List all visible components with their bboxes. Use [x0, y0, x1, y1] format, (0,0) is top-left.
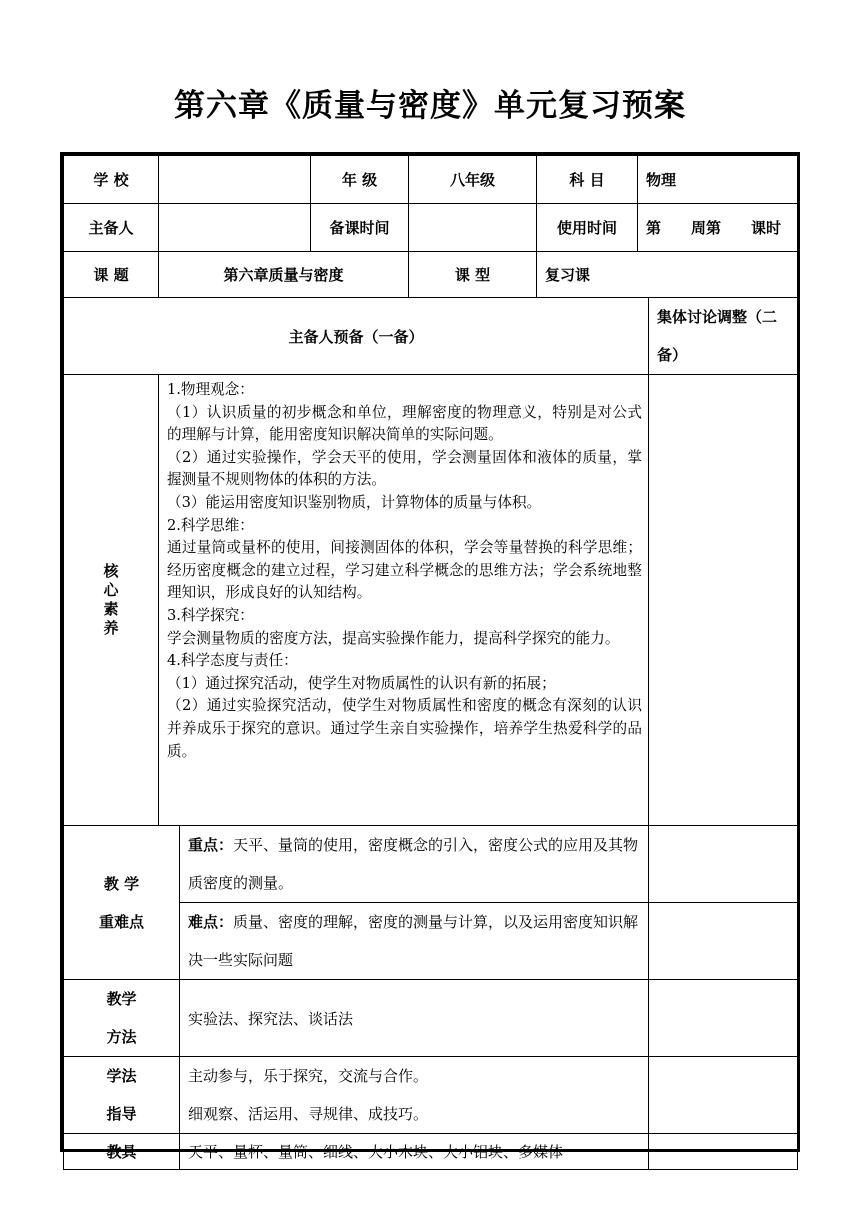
group-adjust-header: 集体讨论调整（二备）: [649, 298, 798, 375]
core-line: 学会测量物质的密度方法，提高实验操作能力，提高科学探究的能力。: [167, 629, 620, 647]
topic-label: 课 题: [64, 252, 159, 298]
guide-line2: 细观察、活运用、寻规律、成技巧。: [188, 1105, 429, 1123]
table-row: [64, 252, 798, 298]
core-line: 4.科学态度与责任：: [167, 652, 298, 670]
subject-label: 科 目: [537, 156, 638, 204]
prep-time-value: [409, 204, 537, 252]
core-line: 3.科学探究：: [167, 606, 254, 624]
method-label-line1: 教学: [106, 990, 137, 1008]
core-line: 2.科学思维：: [167, 516, 254, 534]
main-prep-header: 主备人预备（一备）: [64, 298, 649, 375]
table-row: [64, 1134, 798, 1170]
grade-label: 年 级: [311, 156, 409, 204]
focus-adjust-cell: [649, 826, 798, 903]
focus-cell: [180, 826, 649, 903]
core-line: （1）通过探究活动，使学生对物质属性的认识有新的拓展；: [167, 674, 556, 692]
use-time-label: 使用时间: [537, 204, 638, 252]
guide-line1: 主动参与，乐于探究，交流与合作。: [188, 1067, 429, 1085]
table-row: [64, 375, 798, 826]
core-adjust-cell: [649, 375, 798, 826]
core-line: （2）通过实验操作，学会天平的使用，学会测量固体和液体的质量，掌握测量不规则物体的体积的方法。: [167, 448, 642, 489]
core-literacy-content: [159, 375, 649, 826]
core-label-char: 核: [103, 562, 119, 580]
core-line: 通过量筒或量杯的使用，间接测固体的体积，学会等量替换的科学思维；经历密度概念的建立过程，学习建立科学概念的思维方法；学会系统地整理知识，形成良好的认知结构。: [167, 539, 642, 602]
key-label-line1: 教 学: [103, 874, 140, 893]
use-time-value: 第 周第 课时: [638, 204, 798, 252]
grade-value: 八年级: [409, 156, 537, 204]
core-label-char: 心: [103, 581, 119, 599]
school-label: 学 校: [64, 156, 159, 204]
guide-label: [64, 1057, 180, 1134]
core-line: 1.物理观念：: [167, 381, 254, 398]
focus-label: 重点：: [188, 836, 234, 854]
method-label: [64, 980, 180, 1057]
lesson-plan-table: [63, 155, 798, 1170]
guide-label-line1: 学法: [106, 1067, 137, 1085]
guide-label-line2: 指导: [106, 1105, 137, 1123]
core-line: （2）通过实验探究活动，使学生对物质属性和密度的概念有深刻的认识并养成乐于探究的意识。通过学生亲自实验操作，培养学生热爱科学的品质。: [167, 697, 642, 760]
key-label-line2: 重难点: [98, 912, 144, 931]
method-label-line2: 方法: [106, 1028, 137, 1046]
document-title: 第六章《质量与密度》单元复习预案: [174, 88, 686, 124]
method-adjust-cell: [649, 980, 798, 1057]
table-row: [64, 826, 798, 903]
type-label: 课 型: [409, 252, 537, 298]
tools-adjust-cell: [649, 1134, 798, 1170]
prep-time-label: 备课时间: [311, 204, 409, 252]
table-row: [64, 156, 798, 204]
core-line: （1）认识质量的初步概念和单位，理解密度的物理意义，特别是对公式的理解与计算，能用密度知识解决简单的实际问题。: [167, 403, 642, 444]
preparer-value: [159, 204, 311, 252]
guide-value: [180, 1057, 649, 1134]
core-label-char: 素: [103, 600, 119, 618]
key-points-label: [64, 826, 180, 980]
guide-adjust-cell: [649, 1057, 798, 1134]
type-value: 复习课: [537, 252, 798, 298]
core-literacy-label: [64, 375, 159, 826]
table-row: [64, 980, 798, 1057]
preparer-label: 主备人: [64, 204, 159, 252]
school-value: [159, 156, 311, 204]
difficulty-cell: [180, 903, 649, 980]
difficulty-text: 质量、密度的理解，密度的测量与计算，以及运用密度知识解决一些实际问题: [188, 913, 639, 969]
method-value: 实验法、探究法、谈话法: [180, 980, 649, 1057]
focus-text: 天平、量筒的使用，密度概念的引入，密度公式的应用及其物质密度的测量。: [188, 836, 639, 892]
difficulty-adjust-cell: [649, 903, 798, 980]
core-line: （3）能运用密度知识鉴别物质，计算物体的质量与体积。: [167, 493, 542, 511]
table-row: [64, 204, 798, 252]
subject-value: 物理: [638, 156, 798, 204]
topic-value: 第六章质量与密度: [159, 252, 409, 298]
table-row: [64, 298, 798, 375]
difficulty-label: 难点：: [188, 913, 234, 931]
tools-value: 天平、量杯、量筒、细线、大小木块、大小铝块、多媒体: [180, 1134, 649, 1170]
core-label-char: 养: [103, 619, 119, 637]
table-row: [64, 1057, 798, 1134]
tools-label: 教具: [64, 1134, 180, 1170]
